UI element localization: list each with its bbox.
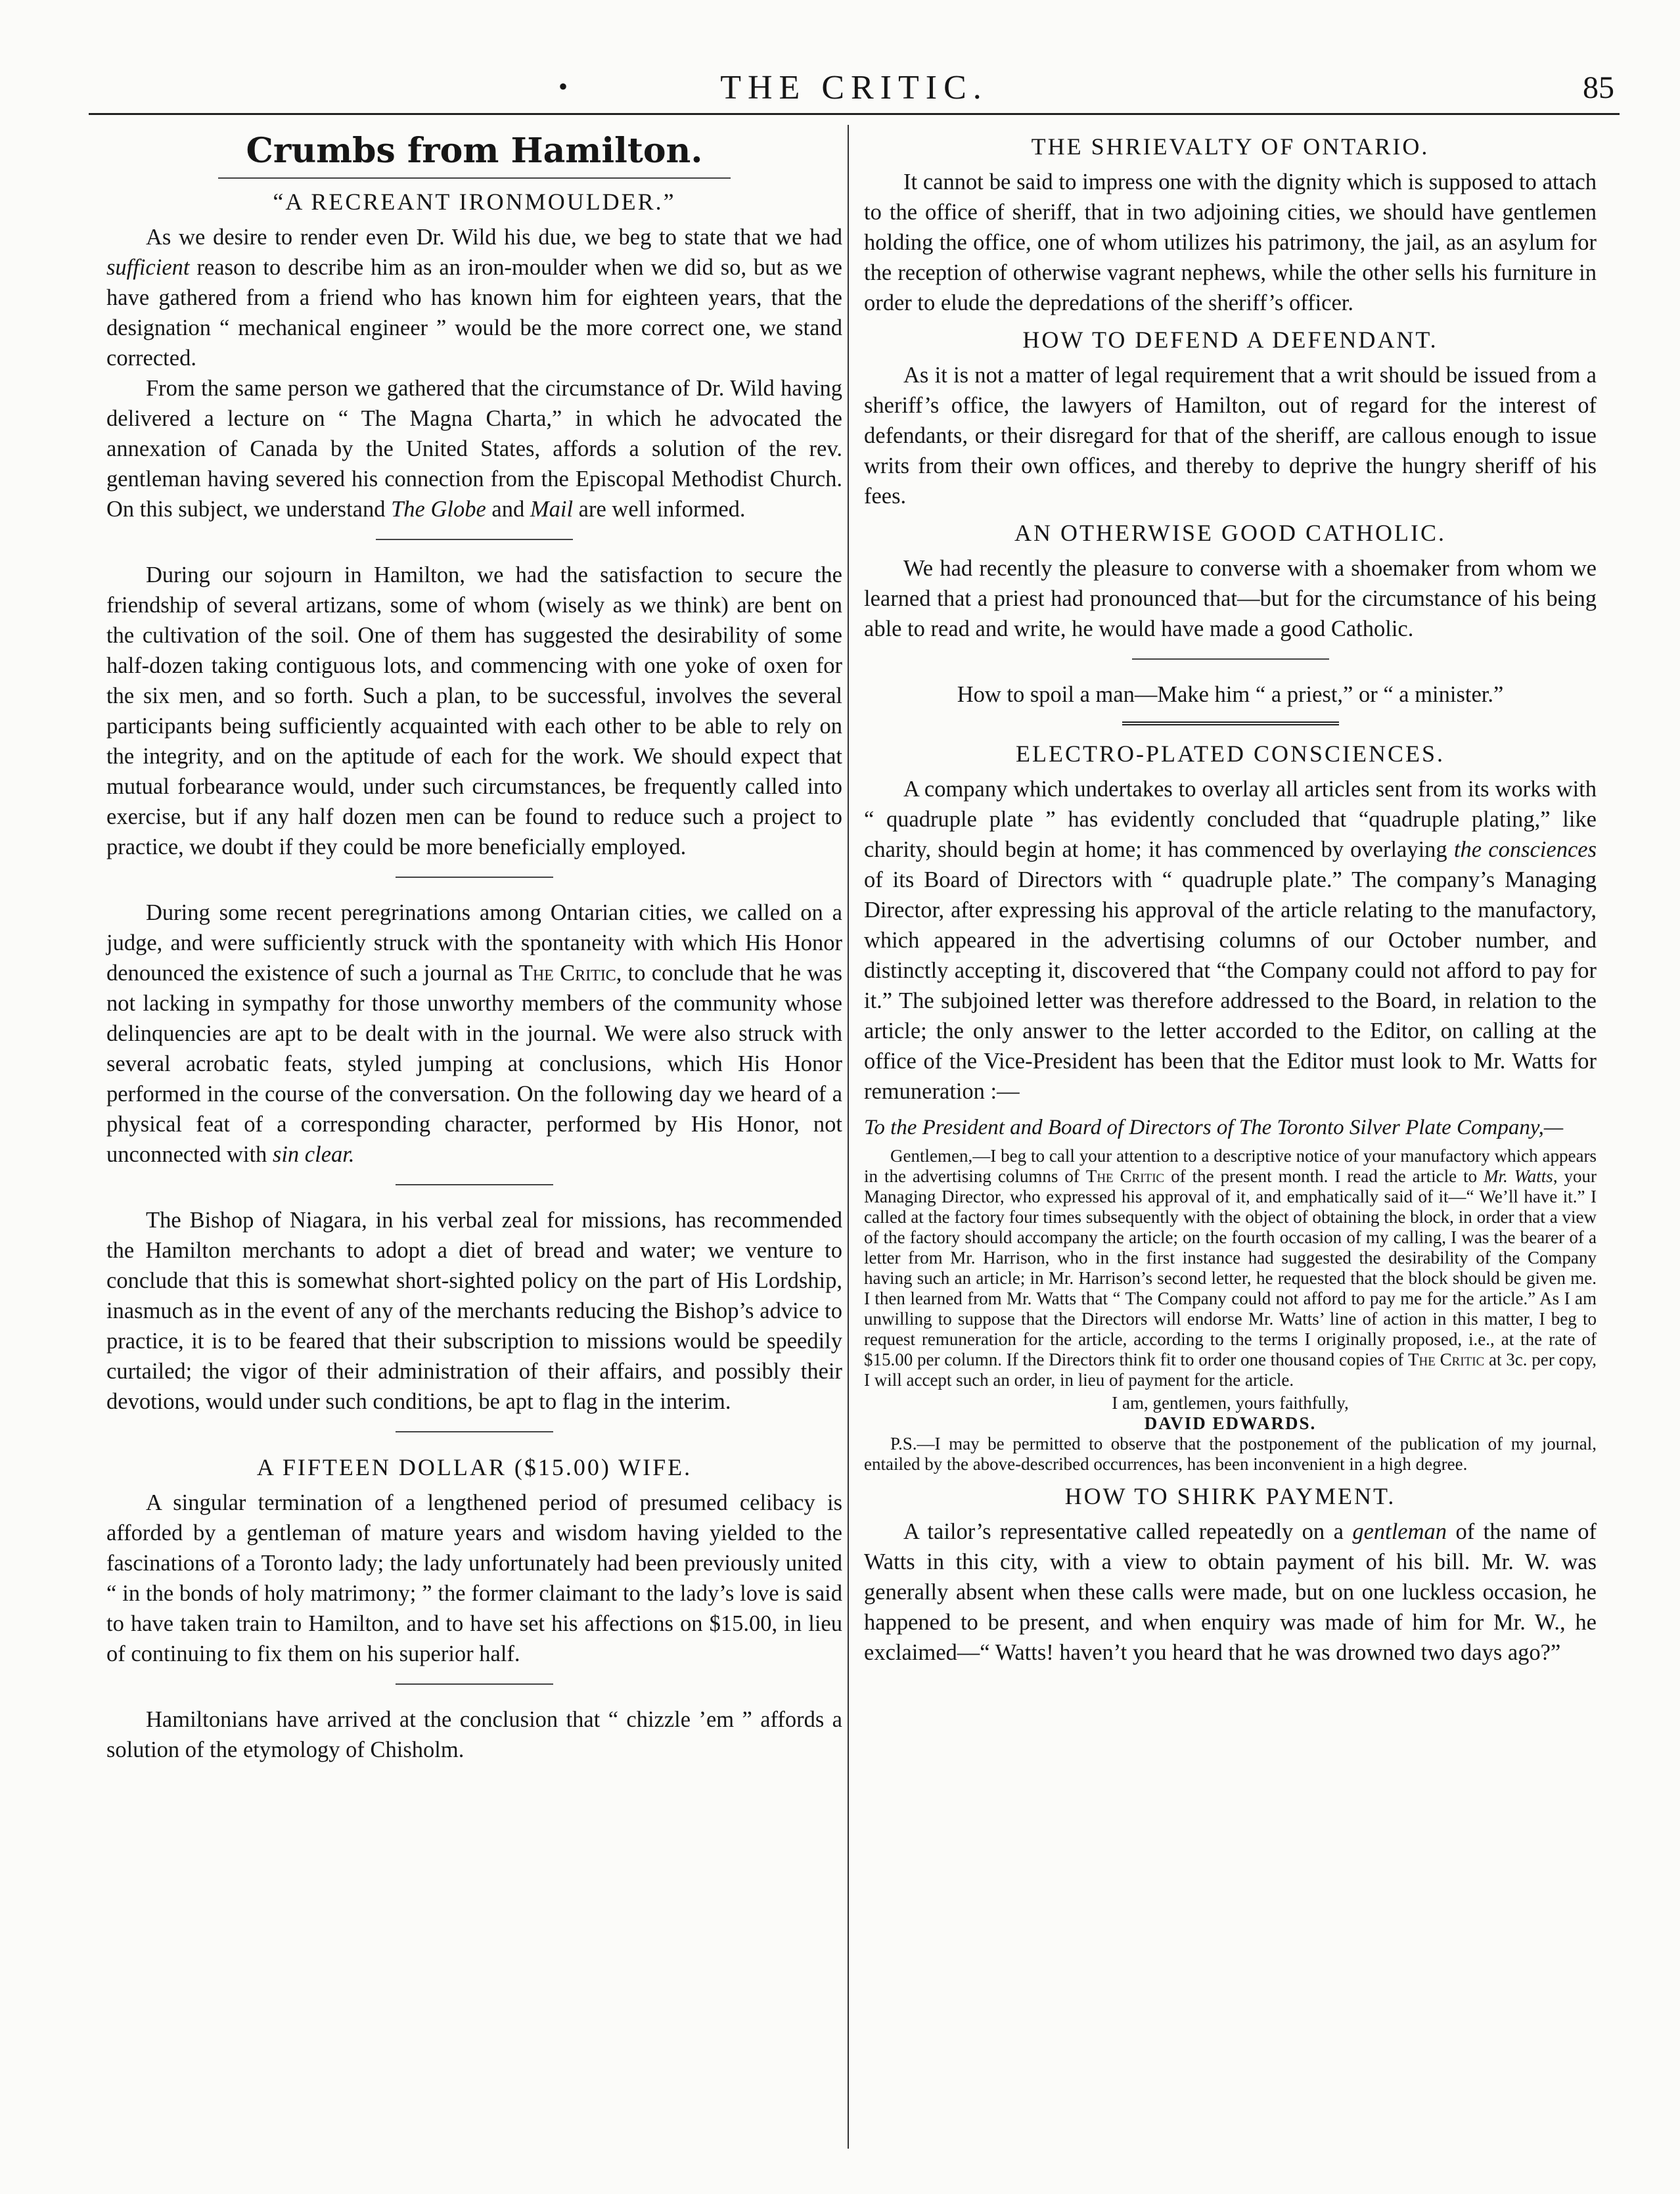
masthead-title: THE CRITIC. <box>720 69 988 106</box>
separator-rule <box>1132 658 1329 660</box>
article-paragraph: It cannot be said to impress one with the dignity which is supposed to attach to the office of sheriff, that in two adjoining cities, we should have gentlemen holding the office, one of whom utilizes his patrimony, the jail, as an asylum for the reception of otherwise vagrant nephews, while the other sells his furniture in order to elude the depredations of the sheriff’s officer. <box>864 170 1597 315</box>
article-paragraph: The Bishop of Niagara, in his verbal zeal for missions, has recommended the Hamilton merchants to adopt a diet of bread and water; we venture to conclude that this is somewhat short-sighted policy on the part of His Lordship, inasmuch as in the event of any of the merchants reducing the Bishop’s advice to practice, it is to be feared that their subscription to missions would be speedily curtailed; the vigor of their administration of their affairs, and possibly their devotions, would under such conditions, be apt to flag in the interim. <box>106 1208 842 1414</box>
letter-body: Gentlemen,—I beg to call your attention to a descriptive notice of your manufactory which appears in the advertising columns of The Critic of the present month. I read the article to Mr. Watts, your Managing Director, who expressed his approval of it, and emphatically said of it—“ We’ll have it.” I called at the factory four times subsequently with the object of obtaining the block, in order that a view of the factory should accompany the article; on the fourth occasion of my calling, I was the bearer of a letter from Mr. Harrison, who in the first instance had suggested the desirability of the Company having such an article; in Mr. Harrison’s second letter, he requested that the block should be given me. I then learned from Mr. Watts that “ The Company could not afford to pay me for the article.” As I am unwilling to suppose that the Directors will endorse Mr. Watts’ line of action in this matter, I beg to request remuneration for the article, according to the terms I originally proposed, i.e., at the rate of $15.00 per column. If the Directors think fit to order one thousand copies of The Critic at 3c. per copy, I will accept such an order, in lieu of payment for the article. <box>864 1146 1597 1390</box>
letter-postscript: P.S.—I may be permitted to observe that the postponement of the publication of my journal, entailed by the above-described occurrences, has been inconvenient in a high degree. <box>864 1434 1597 1474</box>
page-number: 85 <box>1583 70 1614 105</box>
double-rule <box>1122 721 1339 725</box>
article-paragraph: A company which undertakes to overlay all articles sent from its works with “ quadruple plate ” has evidently concluded that “quadruple plating,” like charity, should begin at home; it has commenced by overlaying the consciences of its Board of Directors with “ quadruple plate.” The company’s Managing Director, after expressing his approval of the article relating to the manufactory, which appeared in the advertising columns of our October number, and distinctly accepting it, discovered that “the Company could not afford to pay for it.” The subjoined letter was therefore addressed to the Board, in relation to the article; the only answer to the letter accorded to the Editor, on calling at the office of the Vice-President has been that the Editor must look to Mr. Watts for remuneration :— <box>864 777 1597 1104</box>
epigram: How to spoil a man—Make him “ a priest,” or “ a minister.” <box>957 682 1504 707</box>
separator-rule <box>396 1683 553 1685</box>
letter-address: To the President and Board of Directors of The Toronto Silver Plate Company,— <box>864 1116 1564 1139</box>
right-column <box>864 125 1597 1668</box>
left-column <box>106 125 842 1765</box>
article-heading-electro-plated: ELECTRO-PLATED CONSCIENCES. <box>1015 741 1445 767</box>
article-heading-defend-defendant: HOW TO DEFEND A DEFENDANT. <box>1022 327 1438 353</box>
column-divider <box>848 125 849 2149</box>
article-paragraph: As it is not a matter of legal requirement that a writ should be issued from a sheriff’s office, the lawyers of Hamilton, out of regard for the interest of defendants, or their disregard for that of the sheriff, are callous enough to issue writs from their own offices, and thereby to deprive the hungry sheriff of his fees. <box>864 363 1597 509</box>
letter-signature: DAVID EDWARDS. <box>1144 1413 1317 1433</box>
article-paragraph: During some recent peregrinations among Ontarian cities, we called on a judge, and were sufficiently struck with the spontaneity with which His Honor denounced the existence of such a journal as The Critic, to conclude that he was not lacking in sympathy for those unworthy members of the community whose delinquencies are apt to be dealt with in the journal. We were also struck with several acrobatic feats, styled jumping at conclusions, which His Honor performed in the course of the conversation. On the following day we heard of a physical feat of a corresponding character, performed by His Honor, not unconnected with sin clear. <box>106 900 842 1167</box>
article-paragraph: A singular termination of a lengthened period of presumed celibacy is afforded by a gentleman of mature years and wisdom having yielded to the fascinations of a Toronto lady; the lady unfortunately had been previously united “ in the bonds of holy matrimony; ” the former claimant to the lady’s love is said to have taken train to Hamilton, and to have set his affections on $15.00, in lieu of continuing to fix them on his superior half. <box>106 1490 842 1666</box>
separator-rule <box>376 539 573 540</box>
article-paragraph: Hamiltonians have arrived at the conclusion that “ chizzle ’em ” affords a solution of the etymology of Chisholm. <box>106 1707 842 1762</box>
article-paragraph: As we desire to render even Dr. Wild his due, we beg to state that we had sufficient reason to describe him as an iron-moulder when we did so, but as we have gathered from a friend who has known him for eighteen years, that the designation “ mechanical engineer ” would be the more correct one, we stand corrected. <box>106 225 842 371</box>
article-heading-fifteen-dollar-wife: A FIFTEEN DOLLAR ($15.00) WIFE. <box>256 1454 692 1480</box>
separator-rule <box>396 877 553 878</box>
article-heading-recreant-ironmoulder: “A RECREANT IRONMOULDER.” <box>273 189 676 215</box>
article-paragraph: We had recently the pleasure to converse with a shoemaker from whom we learned that a priest had pronounced that—but for the circumstance of his being able to read and write, he would have made a good Catholic. <box>864 556 1597 641</box>
page-header <box>89 66 1620 115</box>
letter-closing: I am, gentlemen, yours faithfully, <box>1112 1393 1349 1413</box>
section-rule <box>218 177 731 179</box>
article-paragraph: From the same person we gathered that the circumstance of Dr. Wild having delivered a lecture on “ The Magna Charta,” in which he advocated the annexation of Canada by the United States, affords a solution of the rev. gentleman having severed his connection from the Episcopal Methodist Church. On this subject, we understand The Globe and Mail are well informed. <box>106 376 842 522</box>
separator-rule <box>396 1184 553 1185</box>
article-heading-shrievalty: THE SHRIEVALTY OF ONTARIO. <box>1031 133 1430 160</box>
article-paragraph: A tailor’s representative called repeatedly on a gentleman of the name of Watts in this city, with a view to obtain payment of his bill. Mr. W. was generally absent when these calls were made, but on one luckless occasion, he happened to be present, and when enquiry was made of him for Mr. W., he exclaimed—“ Watts! haven’t you heard that he was drowned two days ago?” <box>864 1519 1597 1665</box>
article-paragraph: During our sojourn in Hamilton, we had the satisfaction to secure the friendship of several artizans, some of whom (wisely as we think) are bent on the cultivation of the soil. One of them has suggested the desirability of some half-dozen taking contiguous lots, and commencing with one yoke of oxen for the six men, and so forth. Such a plan, to be successful, involves the several participants being sufficiently acquainted with each other to be able to rely on the integrity, and on the aptitude of each for the work. We should expect that mutual forbearance would, under such circumstances, be frequently called into exercise, but if any half dozen men can be found to reduce such a project to practice, we doubt if they could be more beneficially employed. <box>106 562 842 859</box>
article-heading-good-catholic: AN OTHERWISE GOOD CATHOLIC. <box>1014 520 1446 546</box>
section-title: Crumbs from Hamilton. <box>246 131 703 171</box>
header-ornament: • <box>558 72 568 101</box>
separator-rule <box>396 1431 553 1432</box>
article-heading-shirk-payment: HOW TO SHIRK PAYMENT. <box>1064 1483 1396 1509</box>
